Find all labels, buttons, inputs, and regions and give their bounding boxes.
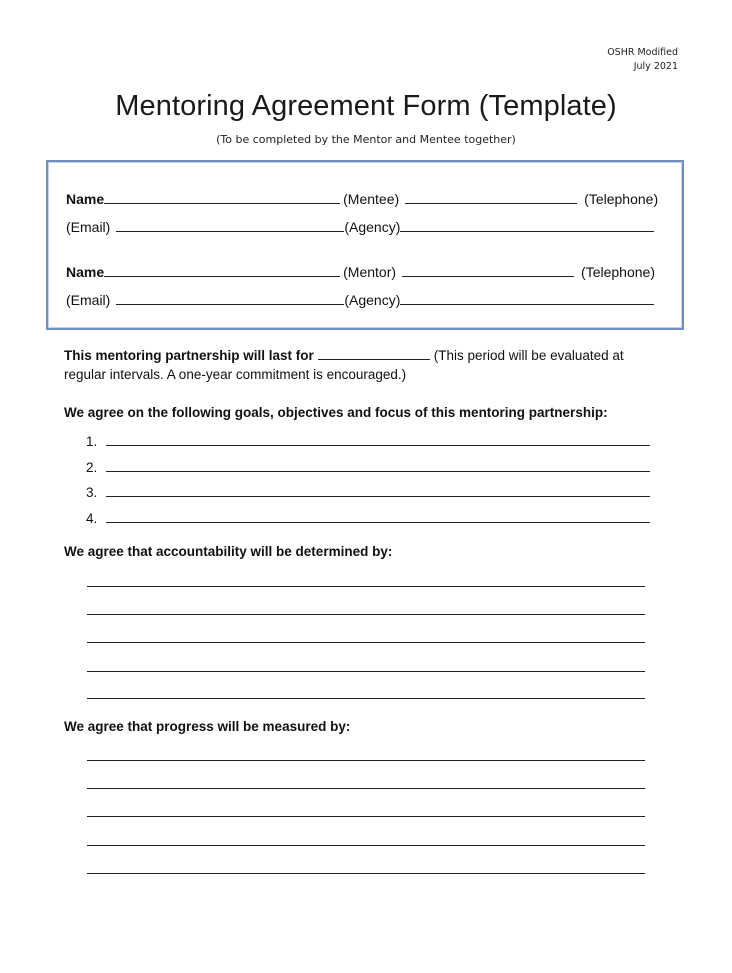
duration-field[interactable] xyxy=(318,347,430,360)
mentor-agency-label: (Agency) xyxy=(344,292,401,308)
page-subtitle: (To be completed by the Mentor and Mentee together) xyxy=(216,133,516,146)
progress-line[interactable] xyxy=(87,760,645,761)
contact-info-box xyxy=(46,160,684,330)
meta-organization: OSHR Modified xyxy=(607,47,678,58)
mentee-name-field[interactable] xyxy=(104,190,340,204)
meta-date: July 2021 xyxy=(633,61,678,72)
mentee-email-field[interactable] xyxy=(116,218,344,232)
accountability-line[interactable] xyxy=(87,642,645,643)
goal-number: 3. xyxy=(86,485,98,500)
goal-item xyxy=(86,433,650,449)
goal-field[interactable] xyxy=(106,510,650,523)
mentee-role-label: (Mentee) xyxy=(343,191,400,207)
mentee-telephone-label: (Telephone) xyxy=(584,191,659,207)
accountability-heading: We agree that accountability will be determined by: xyxy=(64,544,393,559)
mentee-telephone-field[interactable] xyxy=(405,190,577,204)
mentee-name-label: Name xyxy=(66,191,105,207)
goal-item xyxy=(86,484,650,500)
goal-item xyxy=(86,510,650,526)
mentor-telephone-label: (Telephone) xyxy=(581,264,655,280)
goal-field[interactable] xyxy=(106,433,650,446)
document-meta xyxy=(607,46,678,74)
mentor-email-label: (Email) xyxy=(66,292,111,308)
goal-number: 4. xyxy=(86,511,98,526)
accountability-line[interactable] xyxy=(87,671,645,672)
mentor-name-field[interactable] xyxy=(104,263,340,277)
accountability-line[interactable] xyxy=(87,614,645,615)
mentor-email-field[interactable] xyxy=(116,291,344,305)
mentee-agency-field[interactable] xyxy=(400,218,654,232)
goal-item xyxy=(86,459,650,475)
mentee-email-row xyxy=(66,218,657,235)
progress-line[interactable] xyxy=(87,845,645,846)
mentor-telephone-field[interactable] xyxy=(402,263,574,277)
goal-field[interactable] xyxy=(106,484,650,497)
duration-note: (This period will be evaluated at regular intervals. A one-year commitment is encouraged.) xyxy=(64,348,624,382)
progress-line[interactable] xyxy=(87,788,645,789)
accountability-line[interactable] xyxy=(87,586,645,587)
mentee-email-label: (Email) xyxy=(66,219,111,235)
mentor-role-label: (Mentor) xyxy=(343,264,397,280)
mentor-email-row xyxy=(66,291,657,308)
accountability-line[interactable] xyxy=(87,698,645,699)
mentor-name-row xyxy=(66,263,655,280)
mentor-name-label: Name xyxy=(66,264,105,280)
page-title: Mentoring Agreement Form (Template) xyxy=(115,90,617,122)
goal-number: 1. xyxy=(86,434,98,449)
mentee-agency-label: (Agency) xyxy=(344,219,401,235)
mentor-agency-field[interactable] xyxy=(400,291,654,305)
goal-field[interactable] xyxy=(106,459,650,472)
mentee-name-row xyxy=(66,190,658,207)
goal-number: 2. xyxy=(86,460,98,475)
progress-line[interactable] xyxy=(87,816,645,817)
duration-paragraph xyxy=(64,346,664,384)
duration-lead: This mentoring partnership will last for xyxy=(64,348,314,363)
goals-heading: We agree on the following goals, objectives and focus of this mentoring partnership: xyxy=(64,405,608,420)
progress-heading: We agree that progress will be measured by: xyxy=(64,719,351,734)
progress-line[interactable] xyxy=(87,873,645,874)
